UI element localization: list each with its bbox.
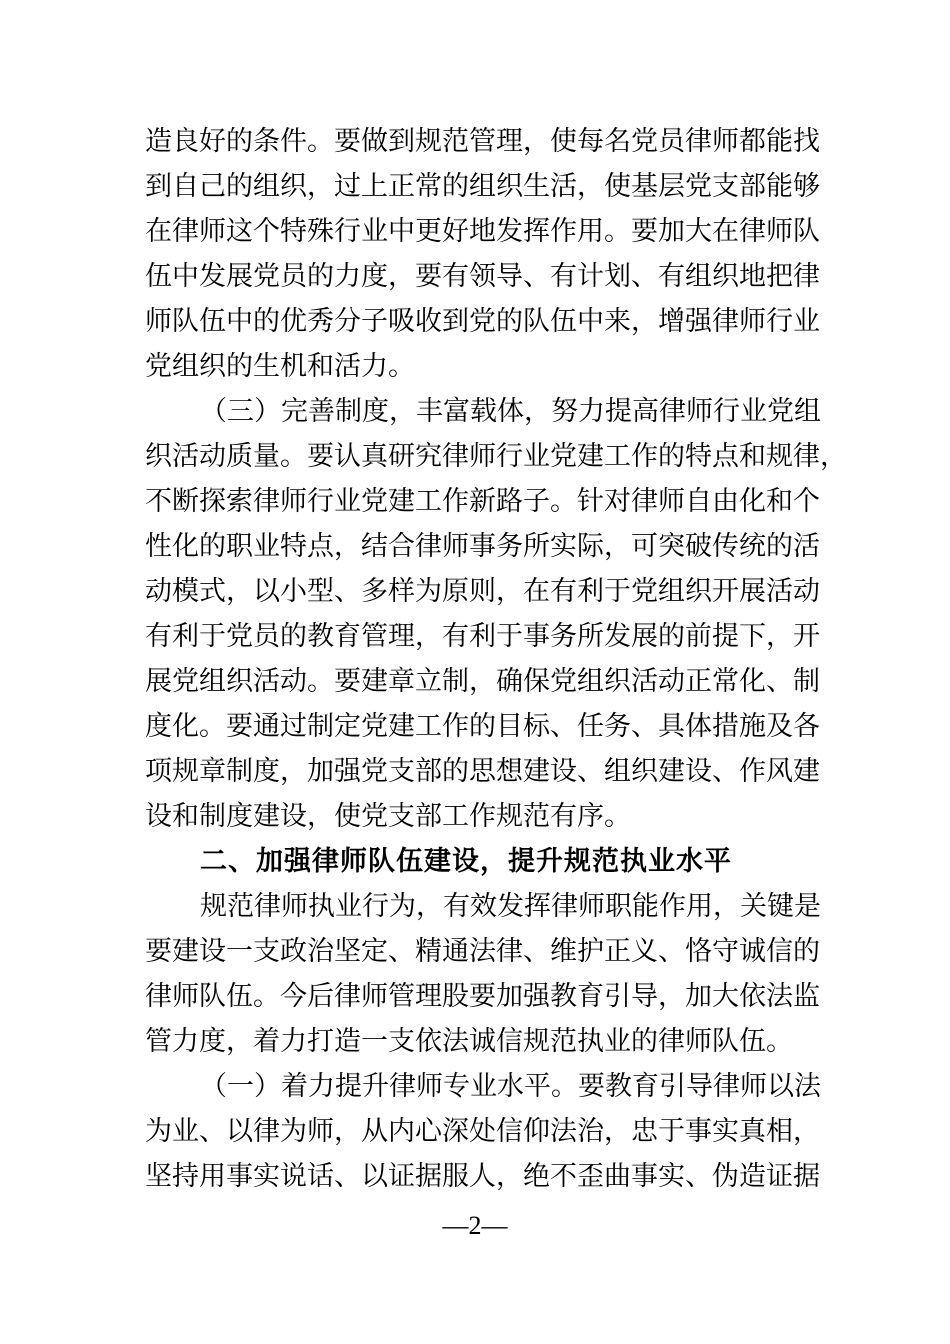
body-text-line: 为业、以律为师，从内心深处信仰法治，忠于事实真相，: [145, 1116, 820, 1147]
body-text-line: 设和制度建设，使党支部工作规范有序。: [145, 801, 631, 832]
subsection-heading-line: （三）完善制度，丰富载体，努力提高律师行业党组: [200, 396, 821, 427]
body-text-line: 伍中发展党员的力度，要有领导、有计划、有组织地把律: [145, 261, 820, 292]
section-heading: 二、加强律师队伍建设，提升规范执业水平: [200, 846, 732, 877]
body-text-line: 规范律师执业行为，有效发挥律师职能作用，关键是: [200, 891, 821, 922]
body-text-line: 有利于党员的教育管理，有利于事务所发展的前提下，开: [145, 621, 820, 652]
body-text-line: 动模式，以小型、多样为原则，在有利于党组织开展活动: [145, 576, 820, 607]
body-text-line: 党组织的生机和活力。: [145, 351, 415, 382]
body-text-line: 织活动质量。要认真研究律师行业党建工作的特点和规律，: [145, 441, 847, 472]
body-text-line: 造良好的条件。要做到规范管理，使每名党员律师都能找: [145, 126, 820, 157]
body-text-line: 不断探索律师行业党建工作新路子。针对律师自由化和个: [145, 486, 820, 517]
body-text-line: 项规章制度，加强党支部的思想建设、组织建设、作风建: [145, 756, 820, 787]
body-text-line: 要建设一支政治坚定、精通法律、维护正义、恪守诚信的: [145, 936, 820, 967]
page-number: —2—: [442, 1211, 508, 1240]
subsection-heading-line: （一）着力提升律师专业水平。要教育引导律师以法: [200, 1071, 821, 1102]
body-text-line: 到自己的组织，过上正常的组织生活，使基层党支部能够: [145, 171, 820, 202]
body-text-line: 管力度，着力打造一支依法诚信规范执业的律师队伍。: [145, 1026, 793, 1057]
body-text-line: 度化。要通过制定党建工作的目标、任务、具体措施及各: [145, 711, 820, 742]
body-text-line: 师队伍中的优秀分子吸收到党的队伍中来，增强律师行业: [145, 306, 820, 337]
body-text-line: 坚持用事实说话、以证据服人，绝不歪曲事实、伪造证据: [145, 1161, 820, 1192]
body-text-line: 展党组织活动。要建章立制，确保党组织活动正常化、制: [145, 666, 820, 697]
body-text-line: 律师队伍。今后律师管理股要加强教育引导，加大依法监: [145, 981, 820, 1012]
body-text-line: 性化的职业特点，结合律师事务所实际，可突破传统的活: [145, 531, 820, 562]
body-text-line: 在律师这个特殊行业中更好地发挥作用。要加大在律师队: [145, 216, 820, 247]
